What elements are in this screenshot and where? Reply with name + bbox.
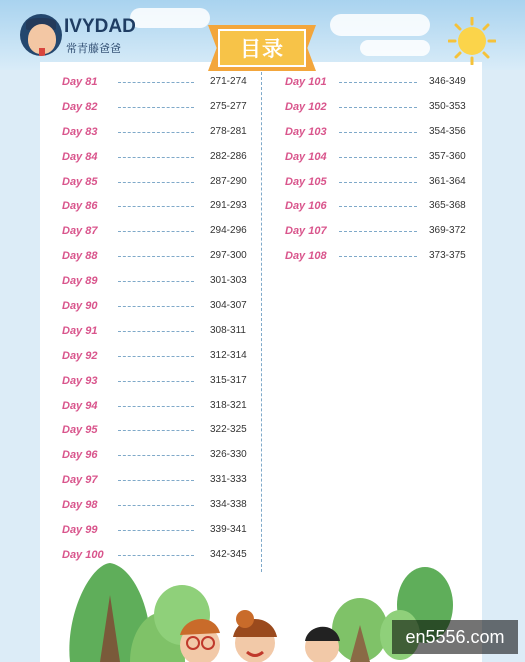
toc-day-label: Day 87 <box>62 225 98 238</box>
toc-day-label: Day 81 <box>62 76 98 88</box>
dotted-leader <box>339 231 417 232</box>
toc-entry[interactable] <box>60 246 250 271</box>
toc-day-label: Day 98 <box>62 499 98 512</box>
toc-day-label: Day 108 <box>285 250 327 263</box>
logo-subtitle: 常青藤爸爸 <box>66 43 121 55</box>
toc-entry[interactable] <box>283 196 468 221</box>
toc-day-label: Day 102 <box>285 100 327 113</box>
toc-page-range: 318-321 <box>210 399 247 411</box>
toc-day-label: Day 105 <box>285 175 327 188</box>
cloud <box>330 14 430 36</box>
toc-entry[interactable] <box>283 172 468 197</box>
toc-page-range: 322-325 <box>210 424 247 436</box>
dotted-leader <box>118 530 194 531</box>
toc-entry[interactable] <box>60 420 250 445</box>
toc-page-range: 297-300 <box>210 250 247 262</box>
dotted-leader <box>118 381 194 382</box>
toc-day-label: Day 106 <box>285 200 327 213</box>
toc-page-range: 346-349 <box>429 76 466 87</box>
dotted-leader <box>118 231 194 232</box>
toc-entry[interactable] <box>60 172 250 197</box>
toc-day-label: Day 88 <box>62 250 98 263</box>
dotted-leader <box>339 132 417 133</box>
toc-day-label: Day 94 <box>62 399 98 412</box>
dotted-leader <box>118 206 194 207</box>
toc-page-range: 291-293 <box>210 200 247 212</box>
dotted-leader <box>339 107 417 108</box>
toc-day-label: Day 101 <box>285 76 327 88</box>
dotted-leader <box>118 256 194 257</box>
toc-entry[interactable] <box>283 147 468 172</box>
toc-page-range: 301-303 <box>210 275 247 287</box>
toc-page-range: 350-353 <box>429 100 466 112</box>
toc-page-range: 369-372 <box>429 225 466 237</box>
toc-entry[interactable] <box>60 520 250 545</box>
toc-entry[interactable] <box>60 346 250 371</box>
toc-entry[interactable] <box>60 396 250 421</box>
toc-entry[interactable] <box>60 445 250 470</box>
toc-entry[interactable] <box>60 196 250 221</box>
toc-page-range: 365-368 <box>429 200 466 212</box>
dotted-leader <box>118 182 194 183</box>
toc-page-range: 294-296 <box>210 225 247 237</box>
toc-entry[interactable] <box>283 246 468 271</box>
toc-entry[interactable] <box>60 221 250 246</box>
toc-day-label: Day 89 <box>62 275 98 288</box>
dotted-leader <box>118 281 194 282</box>
toc-day-label: Day 96 <box>62 449 98 462</box>
dotted-leader <box>118 406 194 407</box>
toc-day-label: Day 95 <box>62 424 98 437</box>
toc-day-label: Day 93 <box>62 374 98 387</box>
toc-entry[interactable] <box>60 72 250 97</box>
toc-day-label: Day 103 <box>285 125 327 138</box>
toc-day-label: Day 104 <box>285 150 327 163</box>
toc-page-range: 287-290 <box>210 175 247 187</box>
toc-entry[interactable] <box>60 321 250 346</box>
toc-day-label: Day 92 <box>62 349 98 362</box>
toc-page-range: 361-364 <box>429 175 466 187</box>
toc-day-label: Day 91 <box>62 324 98 337</box>
toc-entry[interactable] <box>60 371 250 396</box>
toc-page-range: 331-333 <box>210 474 247 486</box>
toc-page-range: 339-341 <box>210 524 247 536</box>
toc-day-label: Day 86 <box>62 200 98 213</box>
toc-page-range: 334-338 <box>210 499 247 511</box>
toc-page-range: 373-375 <box>429 250 466 262</box>
toc-page-range: 354-356 <box>429 125 466 137</box>
dotted-leader <box>118 132 194 133</box>
toc-page-range: 282-286 <box>210 150 247 162</box>
toc-day-label: Day 107 <box>285 225 327 238</box>
toc-day-label: Day 84 <box>62 150 98 163</box>
dotted-leader <box>118 306 194 307</box>
toc-day-label: Day 90 <box>62 300 98 313</box>
dotted-leader <box>118 82 194 83</box>
toc-left-column <box>60 72 250 570</box>
toc-day-label: Day 99 <box>62 524 98 537</box>
dotted-leader <box>118 107 194 108</box>
toc-day-label: Day 83 <box>62 125 98 138</box>
toc-page-range: 315-317 <box>210 374 247 386</box>
toc-page-range: 271-274 <box>210 76 247 87</box>
toc-day-label: Day 100 <box>62 548 104 561</box>
toc-entry[interactable] <box>283 122 468 147</box>
toc-entry[interactable] <box>60 147 250 172</box>
toc-page-range: 357-360 <box>429 150 466 162</box>
dotted-leader <box>118 480 194 481</box>
toc-page-range: 312-314 <box>210 349 247 361</box>
sun-icon <box>448 17 496 65</box>
toc-entry[interactable] <box>60 97 250 122</box>
toc-day-label: Day 97 <box>62 474 98 487</box>
page-title: 目录 <box>240 38 284 61</box>
dotted-leader <box>118 430 194 431</box>
dotted-leader <box>118 157 194 158</box>
title-banner <box>208 25 316 71</box>
dotted-leader <box>339 182 417 183</box>
toc-entry[interactable] <box>60 495 250 520</box>
toc-entry[interactable] <box>60 296 250 321</box>
site-watermark: en5556.com <box>392 620 518 654</box>
toc-right-column <box>283 72 468 271</box>
logo-mascot-icon <box>20 14 62 56</box>
dotted-leader <box>118 356 194 357</box>
toc-page-range: 275-277 <box>210 100 247 112</box>
toc-entry[interactable] <box>60 122 250 147</box>
toc-page-range: 326-330 <box>210 449 247 461</box>
dotted-leader <box>339 82 417 83</box>
toc-day-label: Day 85 <box>62 175 98 188</box>
dotted-leader <box>339 157 417 158</box>
toc-entry[interactable] <box>60 470 250 495</box>
dotted-leader <box>118 455 194 456</box>
dotted-leader <box>118 505 194 506</box>
column-divider <box>261 72 262 572</box>
cloud <box>360 40 430 56</box>
dotted-leader <box>118 331 194 332</box>
toc-day-label: Day 82 <box>62 100 98 113</box>
toc-entry[interactable] <box>283 72 468 97</box>
cloud <box>130 8 210 28</box>
toc-page-range: 304-307 <box>210 300 247 312</box>
dotted-leader <box>339 206 417 207</box>
logo-name: IVYDAD <box>64 16 136 37</box>
ivydad-logo <box>16 10 136 62</box>
toc-entry[interactable] <box>283 221 468 246</box>
toc-entry[interactable] <box>60 271 250 296</box>
toc-entry[interactable] <box>283 97 468 122</box>
dotted-leader <box>339 256 417 257</box>
toc-page-range: 278-281 <box>210 125 247 137</box>
toc-page-range: 308-311 <box>210 324 246 336</box>
toc-page-range: 342-345 <box>210 548 247 560</box>
